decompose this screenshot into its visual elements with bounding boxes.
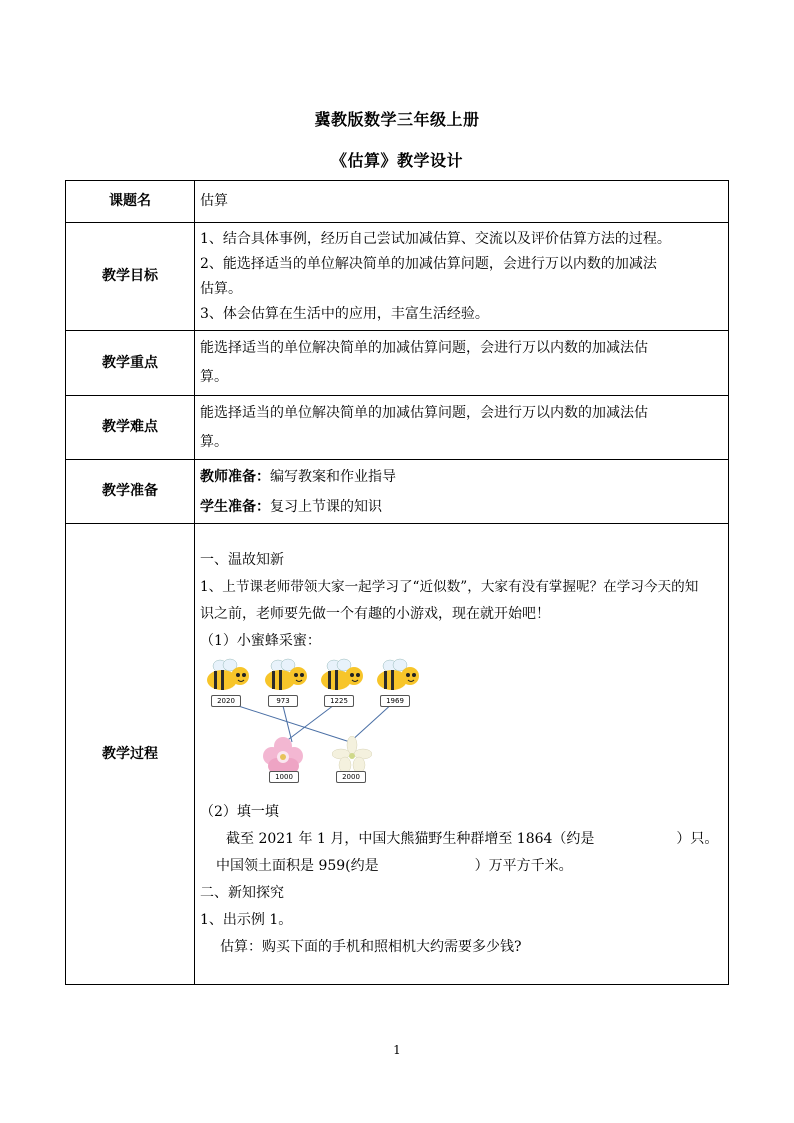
label-process: 教学过程 <box>66 524 195 985</box>
lesson-table <box>65 180 729 985</box>
bee-number-tag: 1969 <box>380 695 410 707</box>
table-row-goals <box>66 223 729 331</box>
section-heading: 一、温故知新 <box>200 552 284 568</box>
value-difficulties <box>195 396 729 460</box>
label-key-points: 教学重点 <box>66 331 195 396</box>
value-topic: 估算 <box>195 181 729 223</box>
flower-number-tag: 2000 <box>336 771 366 783</box>
document-title: 冀教版数学三年级上册 <box>314 110 480 129</box>
fill-question-2-text: 中国领土面积是 959(约是 <box>216 858 379 874</box>
flower-number-tag: 1000 <box>269 771 299 783</box>
table-row-topic <box>66 181 729 223</box>
bee-icon <box>204 658 252 694</box>
goal-line: 1、结合具体事例，经历自己尝试加减估算、交流以及评价估算方法的过程。 <box>200 230 671 247</box>
white-flower-icon <box>332 736 372 774</box>
student-prep-value: 复习上节课的知识 <box>270 498 382 515</box>
fill-question-2-end: ）万平方千米。 <box>474 858 573 874</box>
teacher-preparation <box>200 462 723 492</box>
value-goals <box>195 223 729 331</box>
goal-line: 2、能选择适当的单位解决简单的加减估算问题，会进行万以内数的加减法 <box>200 255 657 272</box>
bee-icon <box>318 658 366 694</box>
difficulty-line: 算。 <box>200 433 228 450</box>
bee-icon <box>374 658 422 694</box>
document-subtitle: 《估算》教学设计 <box>330 151 463 170</box>
fill-question-1-text: 截至 2021 年 1 月，中国大熊猫野生种群增至 1864（约是 <box>226 831 595 847</box>
student-prep-label: 学生准备： <box>200 498 270 515</box>
key-point-line: 算。 <box>200 369 228 385</box>
bee-number-tag: 1225 <box>324 695 354 707</box>
bee-number-tag: 2020 <box>211 695 241 707</box>
student-preparation <box>200 492 723 522</box>
table-row-process <box>66 524 729 985</box>
fill-title: （2）填一填 <box>200 804 279 820</box>
table-row-preparation <box>66 460 729 524</box>
table-row-key-points <box>66 331 729 396</box>
fill-question-1 <box>200 829 723 849</box>
pink-flower-icon <box>262 736 304 776</box>
label-topic: 课题名 <box>66 181 195 223</box>
bee-icon <box>262 658 310 694</box>
value-preparation <box>195 460 729 524</box>
label-goals: 教学目标 <box>66 223 195 331</box>
teacher-prep-label: 教师准备： <box>200 468 270 485</box>
intro-line: 1、上节课老师带领大家一起学习了“近似数”，大家有没有掌握呢？在学习今天的知 <box>200 579 699 595</box>
example-line: 1、出示例 1。 <box>200 912 293 928</box>
intro-line: 识之前，老师要先做一个有趣的小游戏，现在就开始吧！ <box>200 606 550 622</box>
page-number: 1 <box>393 1043 401 1057</box>
value-key-points <box>195 331 729 396</box>
label-preparation: 教学准备 <box>66 460 195 524</box>
label-difficulties: 教学难点 <box>66 396 195 460</box>
key-point-line: 能选择适当的单位解决简单的加减估算问题，会进行万以内数的加减法估 <box>200 340 648 356</box>
value-process <box>195 524 729 985</box>
question-line: 估算：购买下面的手机和照相机大约需要多少钱? <box>220 939 522 955</box>
table-row-difficulties <box>66 396 729 460</box>
goal-line: 3、体会估算在生活中的应用，丰富生活经验。 <box>200 305 489 322</box>
bee-matching-illustration <box>200 658 723 794</box>
game-title: （1）小蜜蜂采蜜： <box>200 633 321 649</box>
fill-question-1-end: ）只。 <box>676 831 719 847</box>
teacher-prep-value: 编写教案和作业指导 <box>270 468 396 485</box>
bee-number-tag: 973 <box>268 695 298 707</box>
fill-question-2 <box>200 856 723 876</box>
difficulty-line: 能选择适当的单位解决简单的加减估算问题，会进行万以内数的加减法估 <box>200 404 648 421</box>
goal-line: 估算。 <box>200 280 242 297</box>
section-heading: 二、新知探究 <box>200 885 284 901</box>
